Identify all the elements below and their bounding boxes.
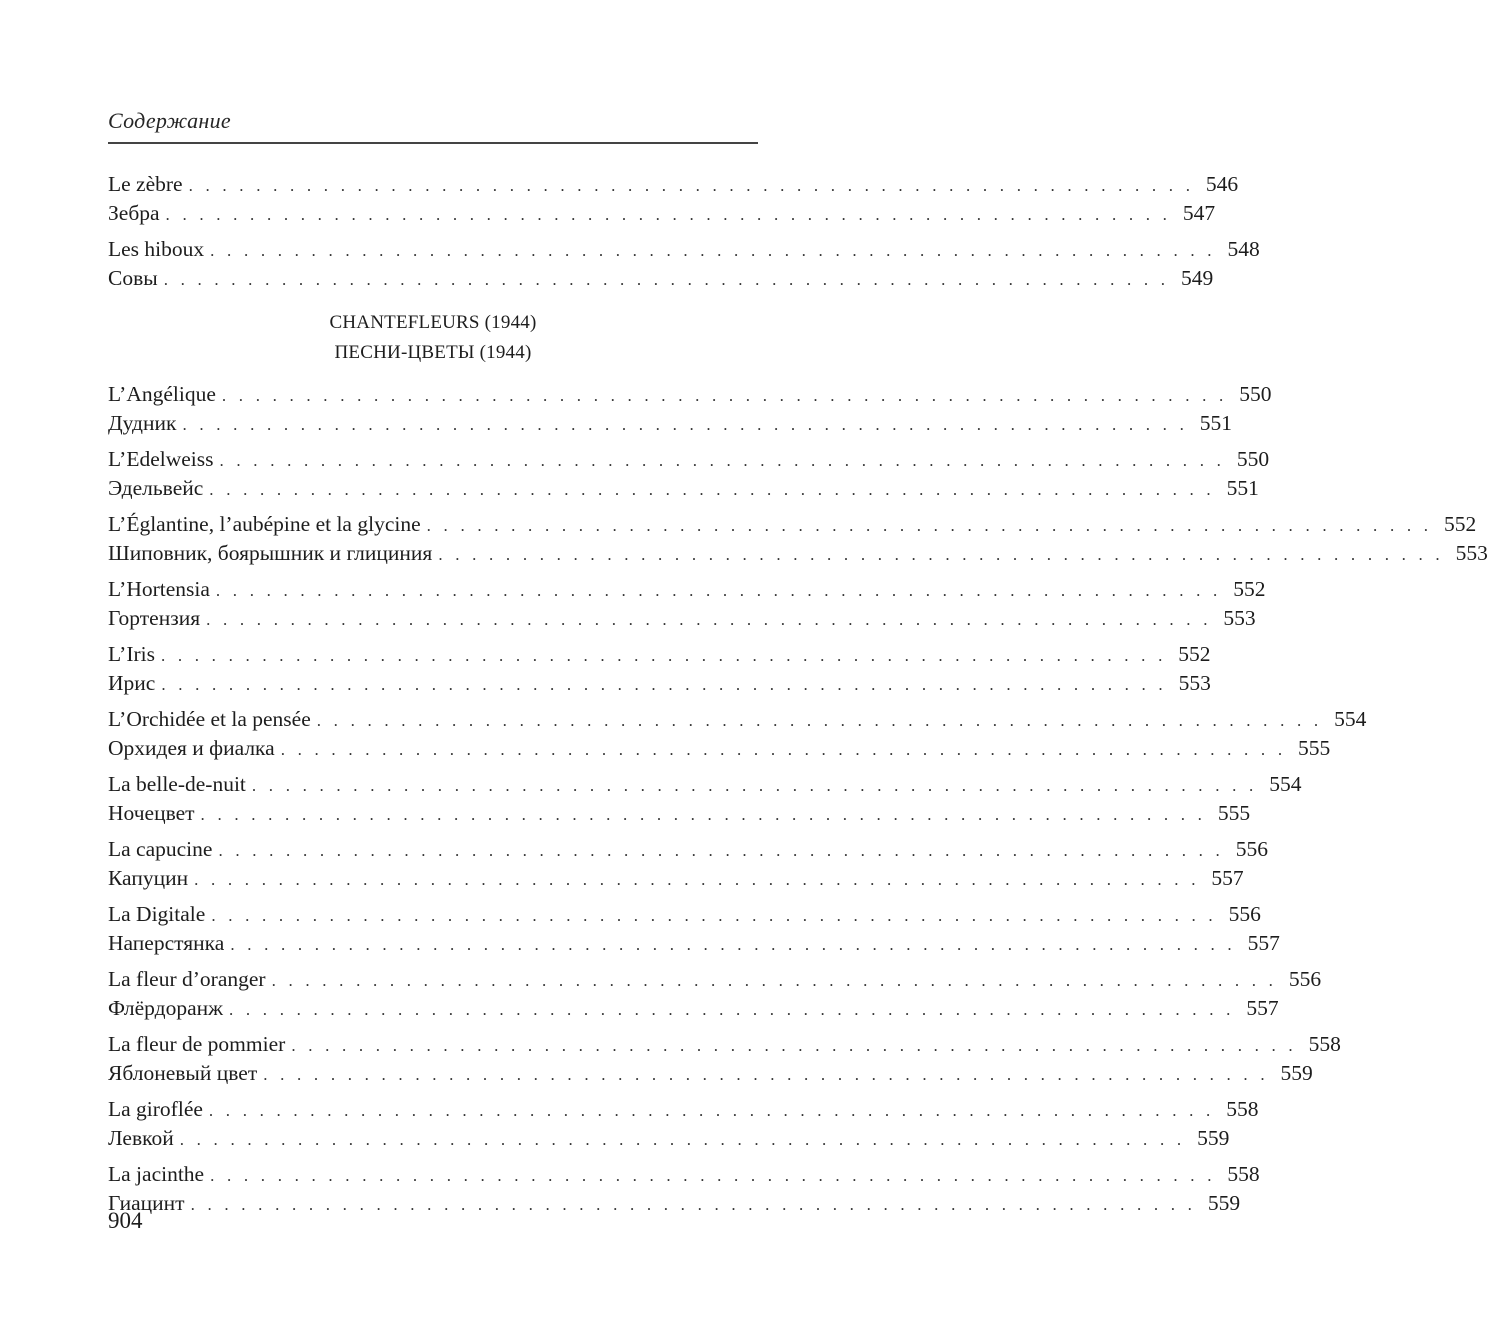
toc-entry-page: 551 [1199,410,1233,435]
dot-leader: . . . . . . . . . . . . . . . . . . . . . . . . . . . . . . . . . . . . . . . . . . . . . . . . . . . . . . . . . . . . [206,609,1212,629]
toc-entry-page: 547 [1182,200,1216,225]
toc-entry [108,1095,1259,1124]
toc-entry-title: Флёрдоранж [108,995,223,1020]
toc-entry [108,445,1270,474]
toc-entry-title: Орхидея и фиалка [108,735,275,760]
toc-entry-pair [108,835,1269,892]
toc-entry-title: La fleur d’oranger [108,967,266,991]
dot-leader: . . . . . . . . . . . . . . . . . . . . . . . . . . . . . . . . . . . . . . . . . . . . . . . . . . . . . . . . . . . . [263,1064,1269,1084]
toc-entry-page: 557 [1211,865,1244,890]
running-head: Содержание [108,108,232,133]
dot-leader: . . . . . . . . . . . . . . . . . . . . . . . . . . . . . . . . . . . . . . . . . . . . . . . . . . . . . . . . . . . . [230,934,1236,954]
toc-entry-page: 558 [1227,1162,1260,1186]
section-heading-block [108,308,758,368]
toc-entry-pair [108,575,1266,632]
dot-leader: . . . . . . . . . . . . . . . . . . . . . . . . . . . . . . . . . . . . . . . . . . . . . . . . . . . . . . . . . . . . [163,269,1170,289]
toc-entry [108,770,1302,799]
toc-entry-title: Яблоневый цвет [108,1060,258,1085]
toc-entry-page: 552 [1443,512,1477,536]
dot-leader: . . . . . . . . . . . . . . . . . . . . . . . . . . . . . . . . . . . . . . . . . . . . . . . . . . . . . . . . . . . . [194,869,1200,889]
toc-entry-title: Шиповник, боярышник и глициния [108,540,433,565]
toc-entry-page: 558 [1226,1097,1259,1121]
toc-entry-page: 559 [1207,1190,1241,1215]
toc-entry [108,1189,1241,1218]
dot-leader: . . . . . . . . . . . . . . . . . . . . . . . . . . . . . . . . . . . . . . . . . . . . . . . . . . . . . . . . . . . . [209,479,1215,499]
toc-groups-before [108,170,1260,292]
toc-entry [108,864,1244,893]
toc-entry [108,539,1488,568]
toc-entry [108,799,1251,828]
toc-entry-page: 557 [1246,995,1279,1020]
toc-entry [108,669,1211,698]
toc-entry-pair [108,965,1322,1022]
toc-entry-title: Ирис [108,670,156,695]
toc-entry [108,835,1269,864]
toc-entry-title: L’Hortensia [108,577,210,601]
toc-entry-title: Наперстянка [108,930,225,955]
toc-entry-title: Les hiboux [108,237,205,261]
toc-entry-title: Совы [108,265,158,290]
dot-leader: . . . . . . . . . . . . . . . . . . . . . . . . . . . . . . . . . . . . . . . . . . . . . . . . . . . . . . . . . . . . [229,999,1235,1019]
dot-leader: . . . . . . . . . . . . . . . . . . . . . . . . . . . . . . . . . . . . . . . . . . . . . . . . . . . . . . . . . . . . [182,414,1189,434]
toc-entry-page: 549 [1181,265,1214,290]
toc-entry [108,510,1477,539]
toc-entry [108,734,1331,763]
dot-leader: . . . . . . . . . . . . . . . . . . . . . . . . . . . . . . . . . . . . . . . . . . . . . . . . . . . . . . . . . . . . [291,1036,1297,1055]
dot-leader: . . . . . . . . . . . . . . . . . . . . . . . . . . . . . . . . . . . . . . . . . . . . . . . . . . . . . . . . . . . . [200,804,1207,824]
toc-entry-page: 559 [1280,1060,1313,1085]
dot-leader: . . . . . . . . . . . . . . . . . . . . . . . . . . . . . . . . . . . . . . . . . . . . . . . . . . . . . . . . . . . . [219,451,1226,470]
toc-entry-title: L’Edelweiss [108,447,214,471]
toc-entry-title: L’Églantine, l’aubépine et la glycine [108,512,421,536]
toc-entry-title: La Digitale [108,902,206,926]
toc-entry [108,1059,1313,1088]
toc-entry-title: Дудник [108,410,177,435]
toc-entry-page: 559 [1197,1125,1230,1150]
toc-entry-title: Le zèbre [108,172,183,196]
toc-entry-page: 550 [1236,447,1270,471]
toc-entry [108,1030,1341,1059]
toc-entry-pair [108,235,1260,292]
toc-entry [108,965,1322,994]
toc-entry [108,235,1260,264]
toc-entry-title: Ночецвет [108,800,195,825]
header-rule [108,142,758,144]
dot-leader: . . . . . . . . . . . . . . . . . . . . . . . . . . . . . . . . . . . . . . . . . . . . . . . . . . . . . . . . . . . . [179,1129,1186,1149]
dot-leader: . . . . . . . . . . . . . . . . . . . . . . . . . . . . . . . . . . . . . . . . . . . . . . . . . . . . . . . . . . . . [210,241,1216,260]
table-of-contents [108,170,1488,1225]
toc-entry-page: 553 [1455,540,1488,565]
toc-entry-page: 548 [1227,237,1260,261]
toc-entry-title: Левкой [108,1125,174,1150]
toc-entry-page: 558 [1308,1032,1341,1056]
toc-entry [108,900,1261,929]
toc-entry [108,170,1239,199]
toc-entry-page: 555 [1217,800,1251,825]
toc-entry [108,705,1367,734]
toc-entry-title: La giroflée [108,1097,203,1121]
toc-entry [108,1124,1230,1153]
toc-entry [108,380,1272,409]
toc-entry-pair [108,445,1270,502]
toc-entry-page: 553 [1223,605,1256,630]
toc-entry [108,474,1259,503]
toc-entry [108,929,1280,958]
toc-entry-page: 554 [1269,772,1302,796]
toc-entry-pair [108,510,1488,567]
toc-entry-pair [108,1030,1341,1087]
toc-entry-title: Гортензия [108,605,201,630]
dot-leader: . . . . . . . . . . . . . . . . . . . . . . . . . . . . . . . . . . . . . . . . . . . . . . . . . . . . . . . . . . . . [438,544,1444,564]
dot-leader: . . . . . . . . . . . . . . . . . . . . . . . . . . . . . . . . . . . . . . . . . . . . . . . . . . . . . . . . . . . . [208,1101,1215,1120]
toc-entry-pair [108,1160,1260,1217]
dot-leader: . . . . . . . . . . . . . . . . . . . . . . . . . . . . . . . . . . . . . . . . . . . . . . . . . . . . . . . . . . . . [426,516,1433,535]
toc-entry [108,604,1256,633]
toc-entry-page: 546 [1205,172,1239,196]
toc-entry [108,264,1214,293]
toc-entry-title: La belle-de-nuit [108,772,246,796]
dot-leader: . . . . . . . . . . . . . . . . . . . . . . . . . . . . . . . . . . . . . . . . . . . . . . . . . . . . . . . . . . . . [190,1194,1197,1214]
toc-entry-pair [108,170,1239,227]
dot-leader: . . . . . . . . . . . . . . . . . . . . . . . . . . . . . . . . . . . . . . . . . . . . . . . . . . . . . . . . . . . . [251,776,1258,795]
dot-leader: . . . . . . . . . . . . . . . . . . . . . . . . . . . . . . . . . . . . . . . . . . . . . . . . . . . . . . . . . . . . [160,646,1167,665]
toc-entry-title: La jacinthe [108,1162,205,1186]
toc-entry-pair [108,640,1211,697]
toc-entry-pair [108,705,1367,762]
dot-leader: . . . . . . . . . . . . . . . . . . . . . . . . . . . . . . . . . . . . . . . . . . . . . . . . . . . . . . . . . . . . [188,176,1195,195]
toc-entry-title: La fleur de pommier [108,1032,286,1056]
toc-entry-title: L’Iris [108,642,155,666]
dot-leader: . . . . . . . . . . . . . . . . . . . . . . . . . . . . . . . . . . . . . . . . . . . . . . . . . . . . . . . . . . . . [165,204,1172,224]
page-number: 904 [108,1208,143,1233]
toc-entry-pair [108,900,1280,957]
dot-leader: . . . . . . . . . . . . . . . . . . . . . . . . . . . . . . . . . . . . . . . . . . . . . . . . . . . . . . . . . . . . [271,971,1278,990]
toc-entry [108,575,1266,604]
dot-leader: . . . . . . . . . . . . . . . . . . . . . . . . . . . . . . . . . . . . . . . . . . . . . . . . . . . . . . . . . . . . [211,906,1217,925]
dot-leader: . . . . . . . . . . . . . . . . . . . . . . . . . . . . . . . . . . . . . . . . . . . . . . . . . . . . . . . . . . . . [161,674,1167,694]
section-heading-russian: ПЕСНИ-ЦВЕТЫ (1944) [334,342,532,363]
toc-entry-page: 556 [1228,902,1261,926]
toc-entry-page: 550 [1239,382,1272,406]
toc-entry-title: Зебра [108,200,160,225]
toc-groups-after [108,380,1488,1217]
toc-entry-page: 556 [1288,967,1322,991]
toc-entry-title: Капуцин [108,865,189,890]
toc-entry [108,409,1233,438]
toc-entry [108,1160,1260,1189]
dot-leader: . . . . . . . . . . . . . . . . . . . . . . . . . . . . . . . . . . . . . . . . . . . . . . . . . . . . . . . . . . . . [215,581,1222,600]
toc-entry-pair [108,380,1272,437]
toc-entry-title: L’Angélique [108,382,216,406]
dot-leader: . . . . . . . . . . . . . . . . . . . . . . . . . . . . . . . . . . . . . . . . . . . . . . . . . . . . . . . . . . . . [210,1166,1216,1185]
toc-entry-page: 552 [1233,577,1266,601]
toc-entry [108,199,1216,228]
toc-entry-pair [108,1095,1259,1152]
section-heading-french: CHANTEFLEURS (1944) [329,312,537,333]
toc-entry [108,640,1211,669]
toc-entry-pair [108,770,1302,827]
toc-entry-page: 553 [1178,670,1211,695]
toc-entry-page: 555 [1298,735,1331,760]
toc-entry-page: 556 [1235,837,1269,861]
toc-entry-title: Гиацинт [108,1190,185,1215]
book-page [108,0,1488,1342]
toc-entry-title: L’Orchidée et la pensée [108,707,311,731]
toc-entry-title: Эдельвейс [108,475,204,500]
toc-entry-page: 557 [1247,930,1280,955]
dot-leader: . . . . . . . . . . . . . . . . . . . . . . . . . . . . . . . . . . . . . . . . . . . . . . . . . . . . . . . . . . . . [218,841,1225,860]
toc-entry [108,994,1279,1023]
toc-entry-page: 552 [1178,642,1211,666]
dot-leader: . . . . . . . . . . . . . . . . . . . . . . . . . . . . . . . . . . . . . . . . . . . . . . . . . . . . . . . . . . . . [316,711,1323,730]
dot-leader: . . . . . . . . . . . . . . . . . . . . . . . . . . . . . . . . . . . . . . . . . . . . . . . . . . . . . . . . . . . . [280,739,1287,759]
dot-leader: . . . . . . . . . . . . . . . . . . . . . . . . . . . . . . . . . . . . . . . . . . . . . . . . . . . . . . . . . . . . [221,386,1228,405]
toc-entry-page: 551 [1226,475,1259,500]
toc-entry-title: La capucine [108,837,213,861]
toc-entry-page: 554 [1334,707,1367,731]
